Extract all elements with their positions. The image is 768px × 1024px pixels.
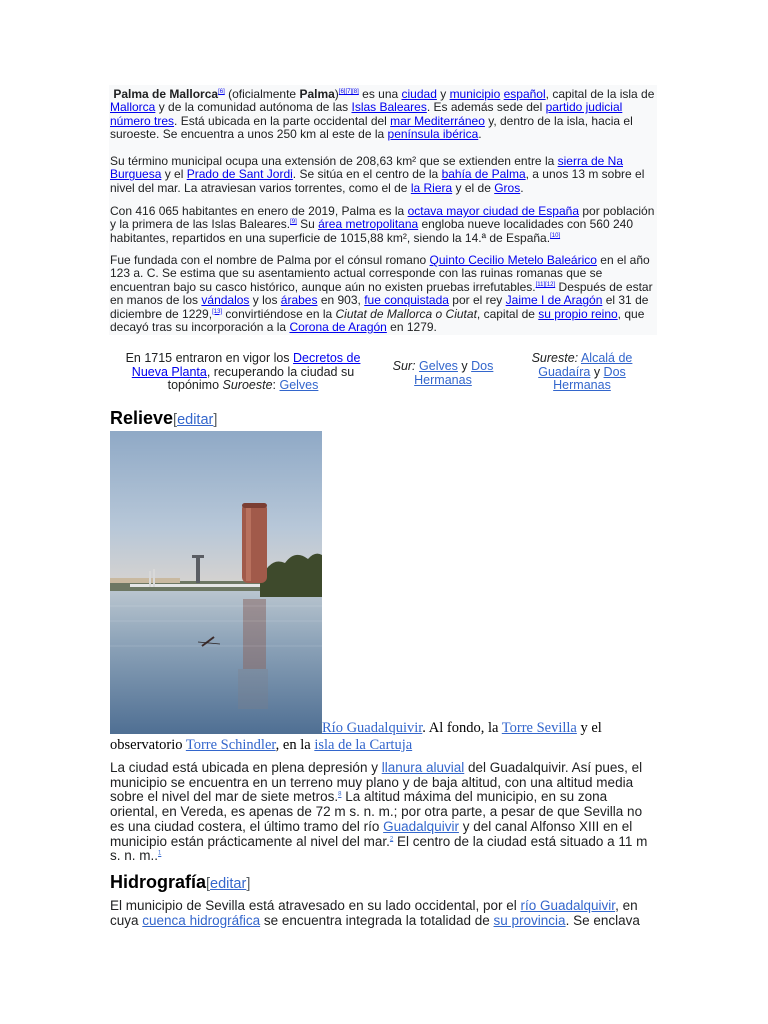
ref-link[interactable]: 1: [158, 850, 162, 857]
heading-relieve: Relieve[editar]: [110, 408, 218, 428]
link-rio-guadalquivir[interactable]: Río Guadalquivir: [322, 720, 423, 736]
link-jaime-i[interactable]: Jaime I de Aragón: [505, 293, 603, 308]
link-rio-guadalquivir[interactable]: río Guadalquivir: [520, 898, 616, 913]
link-espanol[interactable]: español: [503, 87, 546, 101]
link-sierra-na-burguesa[interactable]: sierra de Na Burguesa: [110, 154, 623, 182]
neighbors-cell-west: En 1715 entraron en vigor los Decretos de Nueva Planta, recuperando la ciudad su topónimo Suroeste: Gelves: [125, 351, 361, 392]
link-partido-judicial[interactable]: partido judicial número tres: [110, 100, 623, 128]
link-mallorca[interactable]: Mallorca: [110, 100, 156, 115]
photo-caption: Río Guadalquivir. Al fondo, la Torre Sevilla y el observatorio Torre Schindler, en la isla de la Cartuja: [110, 720, 602, 753]
intro-paragraph-1: Palma de Mallorca[6] (oficialmente Palma)[6][7][8] es una ciudad y municipio español, capital de la isla de Mallorca y de la comunidad autónoma de las Islas Baleares. Es además sede del partido judicial número tres. Está ubicada en la parte occidental del mar Mediterráneo y, dentro de la isla, hacia el suroeste. Se encuentra a unos 250 km al este de la península ibérica.: [110, 87, 655, 142]
link-dos-hermanas[interactable]: Dos Hermanas: [414, 359, 494, 387]
link-octava-ciudad[interactable]: octava mayor ciudad de España: [407, 204, 580, 218]
relieve-paragraph: La ciudad está ubicada en plena depresión y llanura aluvial del Guadalquivir. Así pues, el municipio se encuentra en un terreno muy plano y de baja altitud, con una altitud media sobre el nivel del mar de siete metros.$^8$ La altitud máxima del municipio, en su zona oriental, en Vereda, es apenas de 72 m s. n. m.; por otra parte, a pesar de que Sevilla no es una ciudad costera, el último tramo del río Guadalquivir y del canal Alfonso XIII en el municipio están prácticamente al nivel del mar.$^2$ El centro de la ciudad está situado a 11 m s. n. m..$^1$: [110, 760, 648, 864]
link-torre-sevilla[interactable]: Torre Sevilla: [501, 720, 577, 736]
link-isla-cartuja[interactable]: isla de la Cartuja: [314, 737, 413, 753]
heading-hidrografia: Hidrografía[editar]: [110, 872, 251, 892]
link-quinto-cecilio[interactable]: Quinto Cecilio Metelo Baleárico: [429, 253, 597, 267]
link-mar-mediterraneo[interactable]: mar Mediterráneo: [390, 113, 485, 128]
link-gros[interactable]: Gros: [494, 180, 521, 195]
link-su-propio-reino[interactable]: su propio reino: [538, 306, 618, 321]
ref-link[interactable]: [10]: [550, 232, 561, 239]
link-corona-aragon[interactable]: Corona de Aragón: [289, 320, 387, 335]
intro-paragraph-3: Con 416 065 habitantes en enero de 2019, Palma es la octava mayor ciudad de España por población y la primera de las Islas Baleares.[9] Su área metropolitana engloba nueve localidades con 560 240 habitantes, repartidos en una superficie de 1015,88 km², siendo la 14.ª de España.[10]: [110, 204, 655, 245]
ref-link[interactable]: [9]: [290, 219, 297, 226]
hidrografia-paragraph: El municipio de Sevilla está atravesado en su lado occidental, por el río Guadalquivir, en cuya cuenca hidrográfica se encuentra integrada la totalidad de su provincia. Se enclava: [110, 898, 640, 928]
intro-paragraph-4: Fue fundada con el nombre de Palma por el cónsul romano Quinto Cecilio Metelo Baleárico en el año 123 a. C. Se estima que su asentamiento actual corresponde con las ruinas romanas que se encuentran bajo su casco histórico, aunque aún no existen pruebas irrefutables.[11][12] Después de estar en manos de los vándalos y los árabes en 903, fue conquistada por el rey Jaime I de Aragón el 31 de diciembre de 1229,[13] convirtiéndose en la Ciutat de Mallorca o Ciutat, capital de su propio reino, que decayó tras su incorporación a la Corona de Aragón en 1279.: [110, 253, 653, 335]
intro-paragraph-2: Su término municipal ocupa una extensión de 208,63 km² que se extienden entre la sierra de Na Burguesa y el Prado de Sant Jordi. Se sitúa en el centro de la bahía de Palma, a unos 13 m sobre el nivel del mar. La atraviesan varios torrentes, como el de la Riera y el de Gros.: [110, 154, 645, 195]
link-area-metropolitana[interactable]: área metropolitana: [318, 217, 419, 232]
ref-link[interactable]: 8: [338, 791, 342, 798]
link-gelves[interactable]: Gelves: [419, 359, 458, 373]
link-decretos-nueva-planta[interactable]: Decretos de Nueva Planta: [131, 351, 361, 379]
edit-link-relieve[interactable]: editar: [177, 412, 214, 428]
link-llanura-aluvial[interactable]: llanura aluvial: [381, 760, 465, 775]
link-guadalquivir[interactable]: Guadalquivir: [383, 818, 459, 834]
link-peninsula-iberica[interactable]: península ibérica: [387, 127, 479, 142]
river-tower-photo[interactable]: [110, 431, 322, 734]
ref-link[interactable]: [11][12]: [535, 281, 556, 288]
link-su-provincia[interactable]: su provincia: [493, 912, 566, 928]
link-torre-schindler[interactable]: Torre Schindler: [185, 737, 276, 753]
link-la-riera[interactable]: la Riera: [410, 180, 453, 195]
link-dos-hermanas[interactable]: Dos Hermanas: [553, 364, 626, 392]
edit-link-hidrografia[interactable]: editar: [210, 876, 247, 892]
link-alcala-guadaira[interactable]: Alcalá de Guadaíra: [538, 351, 633, 379]
link-gelves[interactable]: Gelves: [279, 378, 319, 392]
link-arabes[interactable]: árabes: [280, 293, 318, 308]
neighbors-cell-south: Sur: Gelves y Dos Hermanas: [392, 359, 494, 387]
link-municipio[interactable]: municipio: [449, 87, 501, 101]
ref-link[interactable]: [13]: [212, 308, 223, 315]
ref-link[interactable]: [6][7][8]: [338, 89, 359, 95]
link-bahia-palma[interactable]: bahía de Palma: [441, 167, 526, 182]
article-title-bold: Palma de Mallorca: [113, 87, 219, 101]
ref-link[interactable]: [6]: [218, 89, 225, 95]
neighbors-cell-southeast: Sureste: Alcalá de Guadaíra y Dos Hermanas: [531, 351, 633, 392]
neighbors-table: [109, 352, 657, 396]
ref-link[interactable]: 2: [389, 836, 394, 843]
link-prado-sant-jordi[interactable]: Prado de Sant Jordi: [186, 167, 293, 182]
photo-illustration: [110, 431, 322, 734]
link-vandalos[interactable]: vándalos: [201, 293, 250, 308]
link-ciudad[interactable]: ciudad: [401, 87, 437, 101]
link-cuenca-hidrografica[interactable]: cuenca hidrográfica: [142, 912, 261, 928]
link-islas-baleares[interactable]: Islas Baleares: [351, 100, 427, 115]
link-fue-conquistada[interactable]: fue conquistada: [364, 293, 449, 308]
